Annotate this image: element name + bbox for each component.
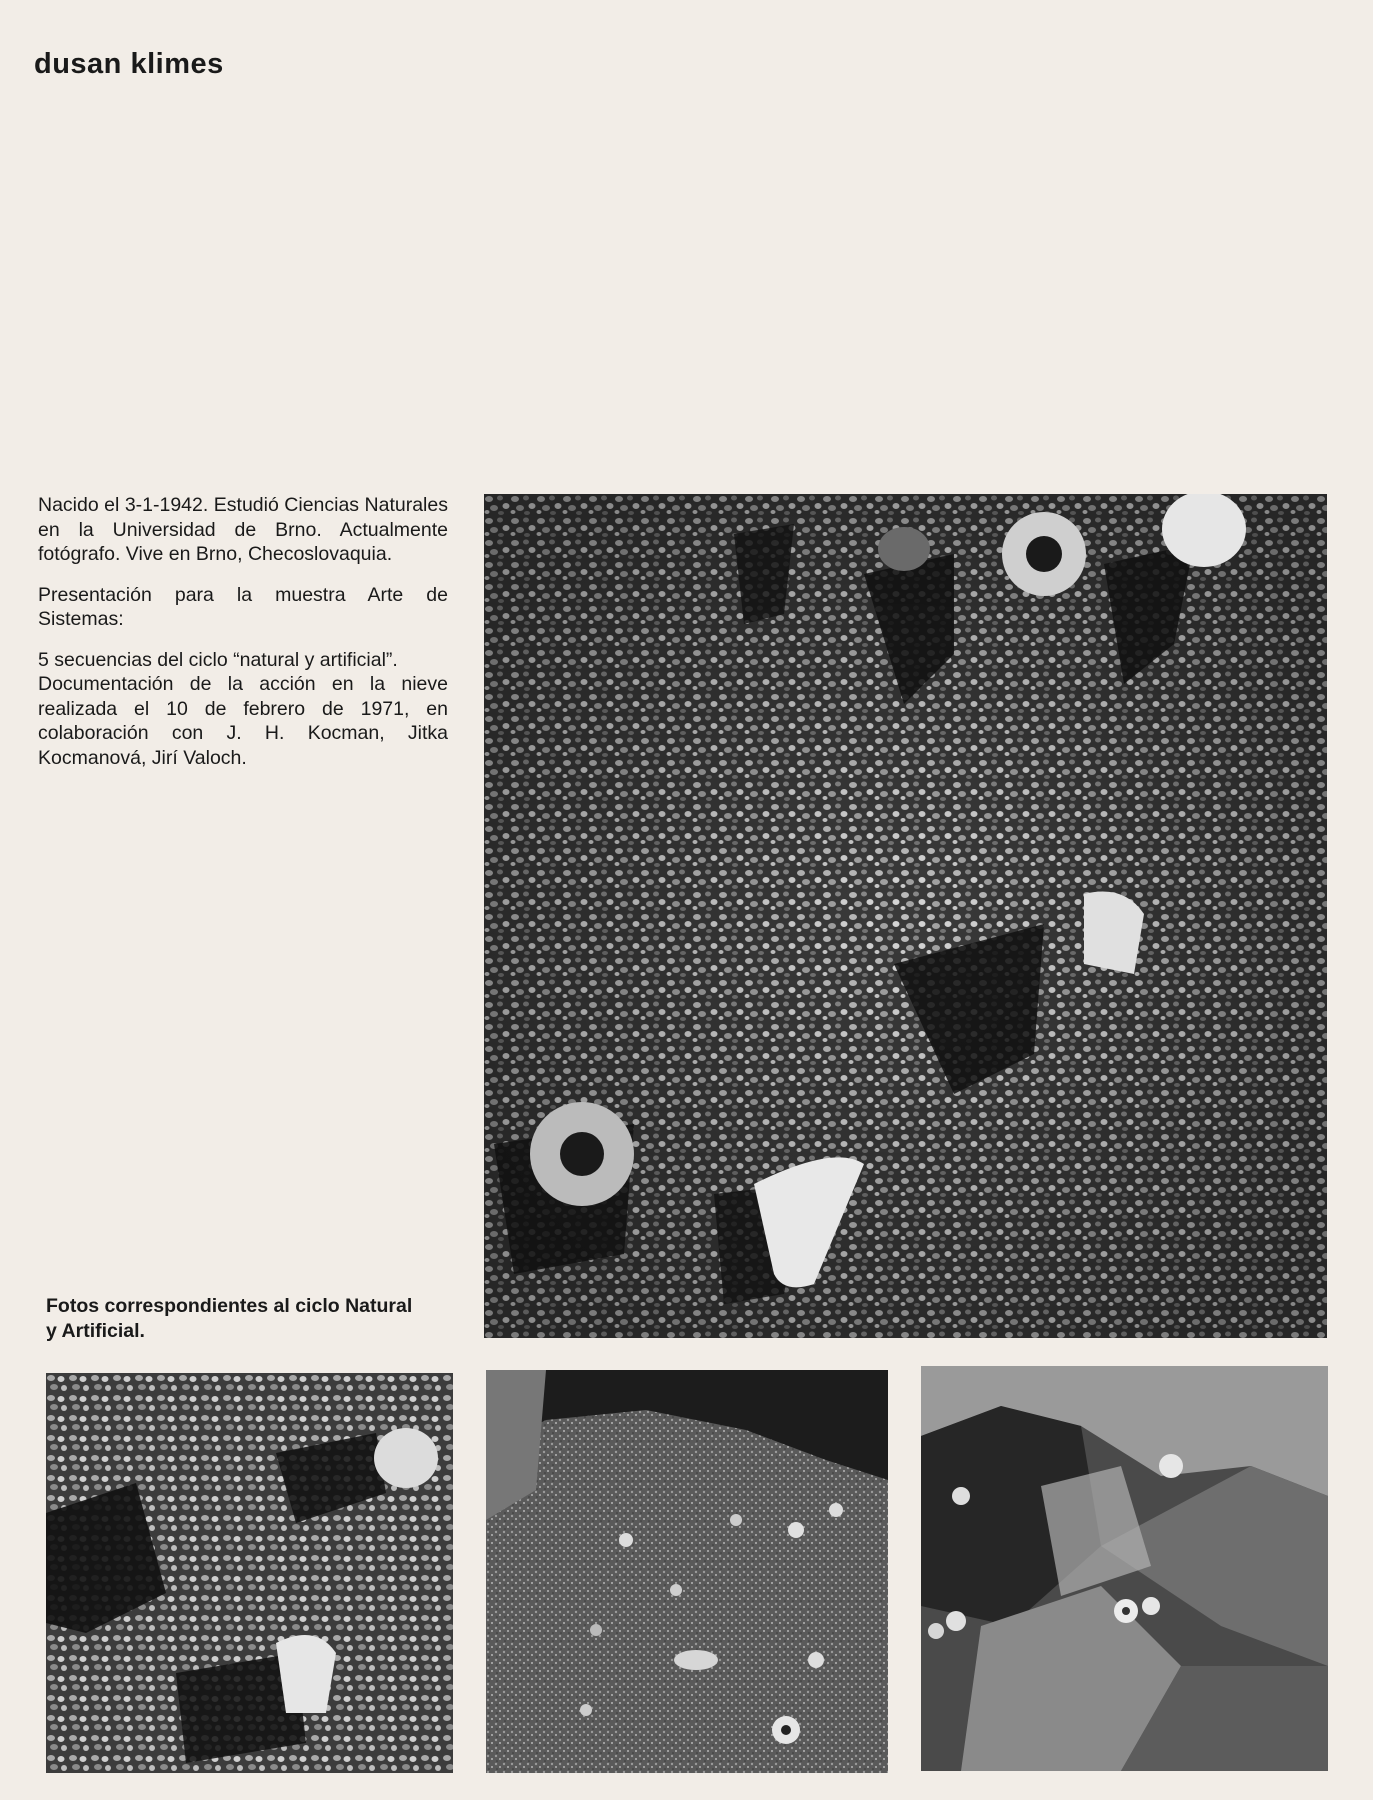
rocks-photo <box>921 1366 1328 1771</box>
gravel-photo-close <box>46 1373 453 1773</box>
gravel-photo-main <box>484 494 1327 1338</box>
photo-gravel-close <box>46 1373 453 1773</box>
bio-text <box>38 493 448 786</box>
photo-caption: Fotos correspondientes al ciclo Natural y Artificial. <box>46 1295 413 1342</box>
photo-rocks-beads <box>921 1366 1328 1771</box>
photo-sand-pebbles <box>486 1370 888 1773</box>
bio-paragraph-presentation: Presentación para la muestra Arte de Sistemas: <box>38 583 448 630</box>
main-photo <box>484 494 1327 1338</box>
bio-paragraph-birth: Nacido el 3-1-1942. Estudió Ciencias Naturales en la Universidad de Brno. Actualmente fotógrafo. Vive en Brno, Checoslovaquia. <box>38 494 448 565</box>
sand-photo <box>486 1370 888 1773</box>
bio-paragraph-documentation: Documentación de la acción en la nieve realizada el 10 de febrero de 1971, en colaboración con J. H. Kocman, Jitka Kocmanová, Jirí Valoch. <box>38 673 448 769</box>
page-edge <box>1373 0 1387 1800</box>
bio-paragraph-sequences: 5 secuencias del ciclo “natural y artificial”. <box>38 648 398 671</box>
author-title: dusan klimes <box>34 48 224 80</box>
